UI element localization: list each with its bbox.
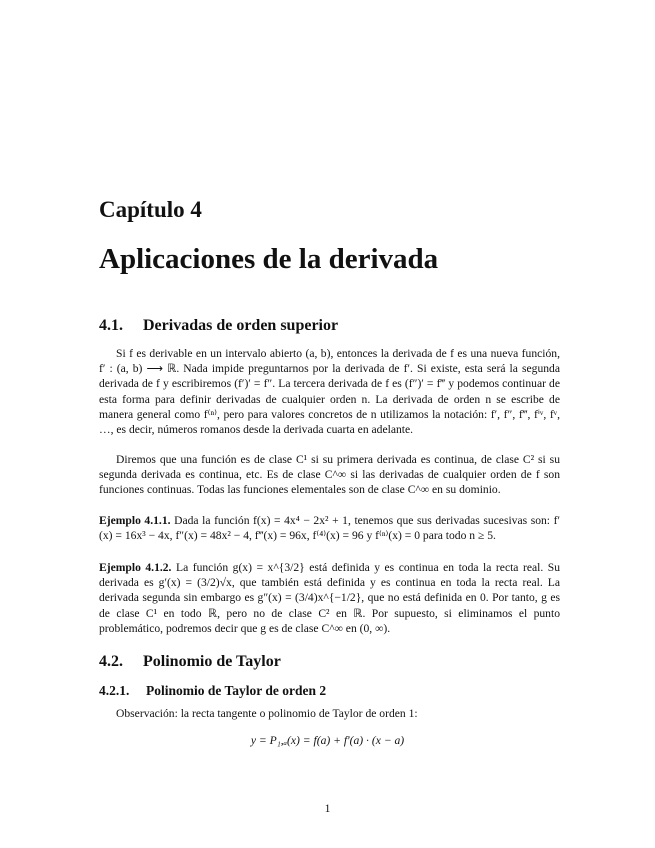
- subsection-heading-taylor-2: [99, 683, 326, 699]
- paragraph-higher-derivatives: Si f es derivable en un intervalo abierto (a, b), entonces la derivada de f es una nueva función, f′ : (a, b) ⟶ ℝ. Nada impide preguntarnos por la derivada de f′. Si existe, esta será la segunda derivada de f y escribiremos (f′)′ = f″. La tercera derivada de f es (f″)′ = f‴ y podemos continuar de esta forma para definir derivadas de cualquier orden n. La derivada de orden n se escribe de manera general como f⁽ⁿ⁾, pero para valores concretos de n utilizamos la notación: f′, f″, f‴, fⁱᵛ, fᵛ, …, es decir, números romanos desde la derivada cuarta en adelante.: [99, 347, 560, 437]
- paragraph-class-ck: Diremos que una función es de clase C¹ si su primera derivada es continua, de clase C² si su segunda derivada es continua, etc. Es de clase C^∞ si las derivadas de cualquier orden de f son funciones continuas. Todas las funciones elementales son de clase C^∞ en su dominio.: [99, 453, 560, 497]
- section-title: Derivadas de orden superior: [143, 317, 339, 334]
- chapter-label: Capítulo 4: [99, 197, 202, 222]
- section-number: 4.1.: [99, 317, 123, 334]
- example-text: La función g(x) = x^{3/2} está definida y es continua en toda la recta real. Su derivada es g′(x) = (3/2)√x, que también está definida y es continua en toda la recta real. La derivada segunda sin embargo es g″(x) = (3/4)x^{−1/2}, que no está definida en 0. Por tanto, g es de clase C¹ en todo ℝ, pero no de clase C² en ℝ. Por supuesto, si eliminamos el punto problemático, podremos decir que g es de clase C^∞ en (0, ∞).: [99, 561, 560, 635]
- subsection-title: Polinomio de Taylor de orden 2: [146, 683, 327, 698]
- taylor-equation: y = P₁,ₐ(x) = f(a) + f′(a) · (x − a): [250, 734, 405, 747]
- example-4-1-2: [99, 560, 560, 636]
- example-label: Ejemplo 4.1.2.: [99, 561, 172, 574]
- subsection-number: 4.2.1.: [99, 683, 130, 698]
- section-title: Polinomio de Taylor: [143, 653, 281, 670]
- observation-text: Observación: la recta tangente o polinomio de Taylor de orden 1:: [116, 707, 418, 720]
- section-heading-derivadas: [99, 317, 338, 335]
- chapter-title: Aplicaciones de la derivada: [99, 243, 439, 275]
- page-number: 1: [324, 802, 331, 815]
- example-text: Dada la función f(x) = 4x⁴ − 2x² + 1, tenemos que sus derivadas sucesivas son: f′(x) = 16x³ − 4x, f″(x) = 48x² − 4, f‴(x) = 96x, f⁽⁴⁾(x) = 96 y f⁽ⁿ⁾(x) = 0 para todo n ≥ 5.: [99, 514, 560, 543]
- section-number: 4.2.: [99, 653, 123, 670]
- section-heading-taylor: [99, 653, 281, 671]
- example-4-1-1: [99, 513, 560, 543]
- example-label: Ejemplo 4.1.1.: [99, 514, 171, 527]
